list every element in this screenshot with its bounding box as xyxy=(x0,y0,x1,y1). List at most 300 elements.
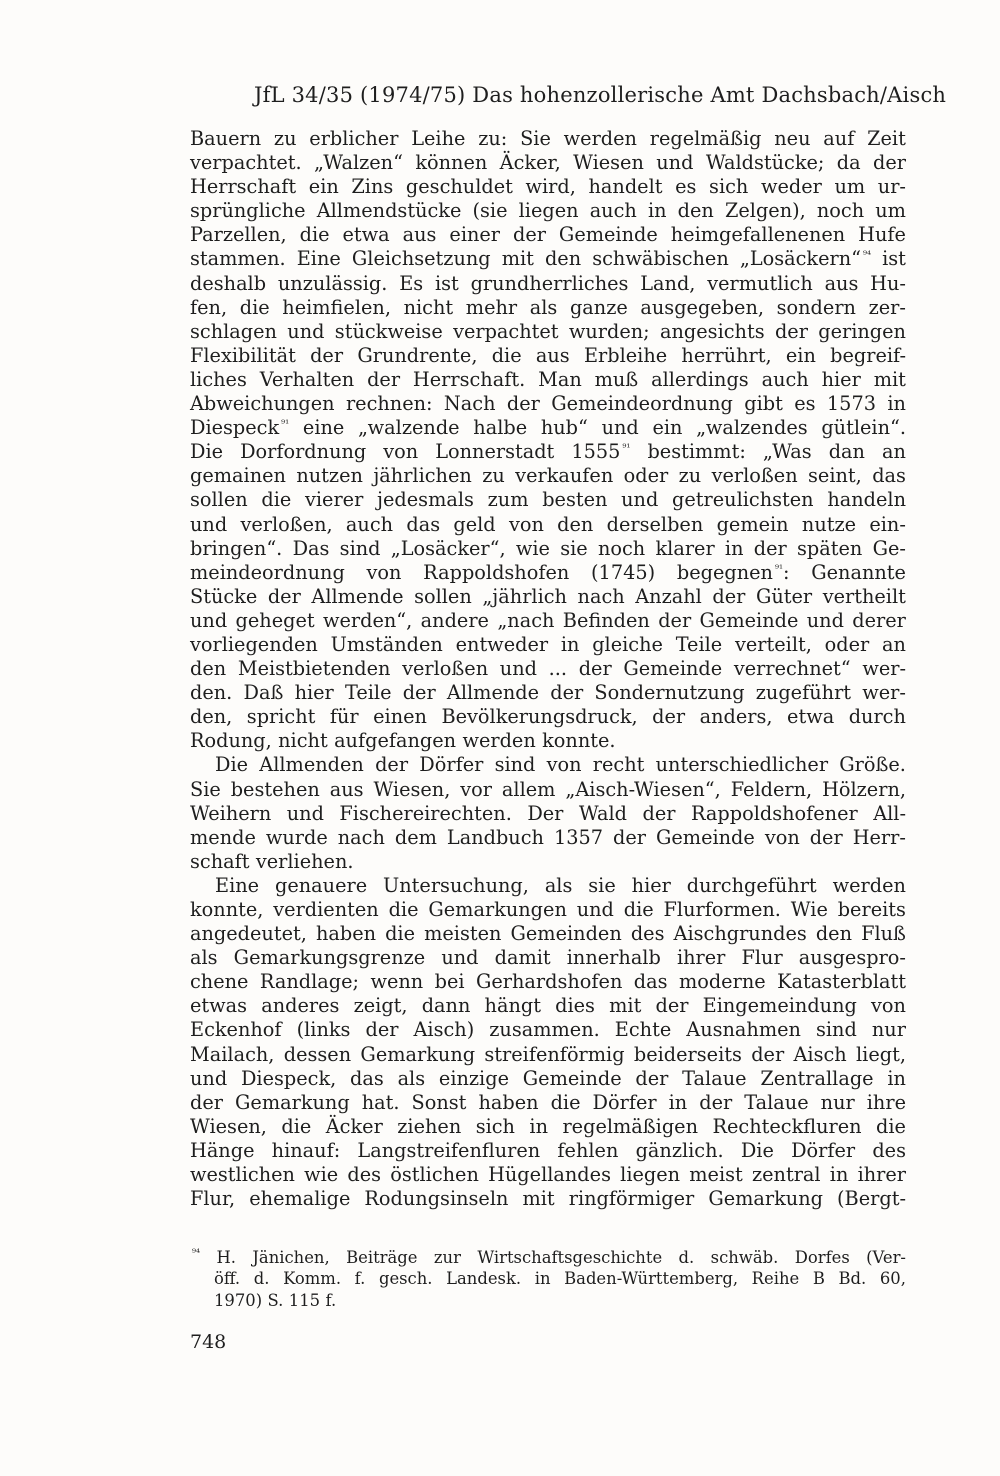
word: von xyxy=(366,560,402,584)
word: liegen xyxy=(518,199,579,223)
word: „Losäcker“, xyxy=(390,536,506,560)
word: wenn xyxy=(370,970,424,994)
word: allerdings xyxy=(651,367,749,391)
word: Sonst xyxy=(411,1090,467,1114)
word: f. xyxy=(325,1290,337,1310)
word: auf xyxy=(823,127,855,150)
word: verdienten xyxy=(273,898,379,921)
word: chene xyxy=(190,970,249,994)
word: ehemalige xyxy=(249,1187,351,1211)
word: deshalb xyxy=(190,271,267,295)
text-line xyxy=(190,1067,906,1091)
word: Hänge xyxy=(190,1138,255,1162)
word: (Bergt- xyxy=(837,1187,906,1211)
word: zugeführt xyxy=(755,681,852,705)
word: mit xyxy=(522,1187,555,1211)
word: wurden; xyxy=(568,319,650,343)
word: aus xyxy=(329,777,364,801)
word: geringen xyxy=(818,319,906,343)
word: das xyxy=(872,464,906,488)
word: Gemarkung xyxy=(360,1042,476,1066)
word: grundherrliches xyxy=(470,271,629,295)
word: Befinden xyxy=(562,608,650,632)
page-number: 748 xyxy=(190,1331,227,1353)
word: mende xyxy=(190,825,256,849)
word: Parzellen, xyxy=(190,223,287,247)
text-line xyxy=(190,778,906,802)
word: Lonnerstadt xyxy=(435,440,555,464)
word: Dörfer xyxy=(419,753,484,777)
word: gemainen xyxy=(190,464,286,488)
word: Herr- xyxy=(852,825,906,849)
word: gibt xyxy=(744,392,783,416)
word: Aisch) xyxy=(413,1018,475,1042)
word: H. xyxy=(216,1248,236,1267)
text-line xyxy=(190,1268,906,1289)
word: die xyxy=(239,295,270,319)
word: der xyxy=(712,584,746,608)
word: handelt xyxy=(588,175,663,199)
word: hub“ xyxy=(540,416,588,440)
text-line xyxy=(190,753,906,777)
word: Bd. xyxy=(838,1269,867,1289)
footnote-marker: ⁹⁴ xyxy=(192,1248,201,1259)
word: ein xyxy=(785,343,816,367)
word: Zins xyxy=(351,175,394,199)
word: neu xyxy=(774,127,811,150)
word: Eine xyxy=(215,873,260,897)
word: einen xyxy=(373,705,427,729)
word: Gemarkung xyxy=(708,1187,823,1211)
word: verliehen. xyxy=(255,849,354,873)
word: etwas xyxy=(190,994,248,1018)
word: ihre xyxy=(866,1090,906,1114)
word: einzige xyxy=(438,1066,509,1090)
word: Erbleihe xyxy=(583,343,668,367)
word: Dorfordnung xyxy=(240,440,367,464)
word: „Was xyxy=(762,440,812,464)
word: von xyxy=(546,753,582,777)
word: angesichts xyxy=(660,319,765,343)
word: Teile xyxy=(675,632,723,656)
word: getreulichsten xyxy=(672,488,814,512)
word: dessen xyxy=(283,1042,352,1066)
word: gütlein“. xyxy=(821,416,906,440)
word: sich xyxy=(475,1114,515,1138)
word: der xyxy=(190,1090,223,1114)
word: dies xyxy=(555,994,595,1018)
word: Hufe xyxy=(858,223,906,247)
word: andere xyxy=(420,608,489,632)
word: fen, xyxy=(190,295,228,319)
word: Aischgrundes xyxy=(673,922,807,946)
text-line xyxy=(190,464,906,488)
word: stückweise xyxy=(334,319,443,343)
word: damit xyxy=(494,946,551,970)
word: zu xyxy=(482,464,505,488)
word: moderne xyxy=(678,970,766,994)
word: Herrschaft. xyxy=(412,367,526,391)
word: an xyxy=(881,440,906,464)
word: den xyxy=(557,512,594,536)
word: in xyxy=(724,536,744,560)
word: ein xyxy=(308,175,339,199)
word: es xyxy=(675,175,697,199)
word: das xyxy=(406,512,441,536)
word: Rechteckfluren xyxy=(712,1114,862,1138)
word: dem xyxy=(394,825,437,849)
text-line xyxy=(190,705,906,729)
word: gänzlich. xyxy=(635,1138,724,1162)
word: späten xyxy=(797,536,863,560)
word: ist xyxy=(882,247,906,271)
text-line xyxy=(190,392,906,416)
word: Diespeck $^{^{91}}$ xyxy=(190,416,290,440)
word: „walzendes xyxy=(696,416,808,440)
text-line xyxy=(190,247,906,271)
word: besten xyxy=(542,488,608,512)
word: Umständen xyxy=(330,632,443,656)
word: und xyxy=(190,608,228,632)
word: Fluß xyxy=(861,922,906,946)
word: streifenförmig xyxy=(484,1042,625,1066)
word: handeln xyxy=(827,488,906,512)
word: 1357 xyxy=(553,825,604,849)
word: Gleichsetzung xyxy=(351,247,491,271)
word: unzulässig. xyxy=(277,271,388,295)
word: ur- xyxy=(877,175,906,199)
word: schwäb. xyxy=(710,1248,779,1267)
word: für xyxy=(329,705,359,729)
word: Größe. xyxy=(839,753,906,777)
word: Äcker xyxy=(325,1114,383,1138)
word: in xyxy=(529,1114,549,1138)
word: oder xyxy=(824,632,870,656)
word: Abweichungen xyxy=(190,392,335,416)
text-line xyxy=(190,199,906,223)
word: ringförmiger xyxy=(568,1187,695,1211)
word: und xyxy=(287,319,325,343)
word: begegnen $^{^{91}}$: xyxy=(676,560,790,584)
word: der xyxy=(267,584,301,608)
word: verpachtet xyxy=(453,319,559,343)
text-line xyxy=(190,1018,906,1042)
word xyxy=(190,1247,200,1268)
text-line xyxy=(190,874,906,898)
word: Genannte xyxy=(811,560,906,584)
word: der xyxy=(365,1018,399,1042)
text-line xyxy=(190,729,906,753)
word: einer xyxy=(449,223,501,247)
word: zeigt, xyxy=(353,994,408,1018)
word: zu: xyxy=(478,127,508,150)
text-line xyxy=(190,344,906,368)
word: nicht xyxy=(278,729,328,753)
word: Randlage; xyxy=(259,970,360,994)
word: Flur, xyxy=(190,1187,236,1211)
word: werden“, xyxy=(323,608,413,632)
word: Wiesen, xyxy=(373,777,451,801)
word: liches xyxy=(190,367,247,391)
word: der xyxy=(652,705,686,729)
word: Nach xyxy=(443,392,496,416)
text-line xyxy=(190,1043,906,1067)
word: Gemeinde xyxy=(623,657,723,681)
word: den xyxy=(815,922,853,946)
word: Güter xyxy=(755,584,813,608)
word: Gemeinden xyxy=(510,922,622,946)
word: Wiesen xyxy=(573,151,644,175)
text-line xyxy=(190,922,906,946)
word: anderes xyxy=(261,994,340,1018)
word: sind xyxy=(494,753,536,777)
word: durchgeführt xyxy=(686,873,817,897)
text-line xyxy=(190,296,906,320)
word: die xyxy=(299,223,330,247)
word: der xyxy=(375,753,409,777)
word: westlichen xyxy=(190,1163,295,1187)
word: mit xyxy=(609,994,642,1018)
word: etwa xyxy=(787,705,835,729)
word: der xyxy=(753,536,787,560)
word: Zeit xyxy=(867,127,906,150)
word: Rappoldshofen xyxy=(423,560,570,584)
text-line xyxy=(190,681,906,705)
word: des xyxy=(630,922,665,946)
word: Flurformen. xyxy=(663,898,781,921)
word: sich xyxy=(709,175,749,199)
word: hier xyxy=(631,873,671,897)
word: in xyxy=(534,1269,551,1289)
word: die xyxy=(385,922,416,946)
word: nutzen xyxy=(296,464,363,488)
word: heimgefallenenen xyxy=(670,223,846,247)
word: der xyxy=(809,825,843,849)
word: durch xyxy=(848,705,906,729)
word: der xyxy=(635,1066,669,1090)
word: Rodung, xyxy=(190,729,272,753)
word: haben xyxy=(478,1090,539,1114)
text-line xyxy=(190,1247,906,1268)
word: 1555 $^{^{91}}$ xyxy=(571,440,631,464)
word: Die xyxy=(215,753,249,777)
text-line xyxy=(190,657,906,681)
word: schlagen xyxy=(190,319,277,343)
word: bei xyxy=(434,970,465,994)
word: der xyxy=(658,608,692,632)
word: den, xyxy=(190,705,233,729)
word: von xyxy=(764,825,800,849)
word: und xyxy=(621,488,659,512)
footnote-reference: ⁹¹ xyxy=(622,443,631,455)
word: nicht xyxy=(403,295,454,319)
word: der xyxy=(873,151,906,175)
text-line xyxy=(190,151,906,175)
word: die xyxy=(491,343,522,367)
word: Eingemeindung xyxy=(702,994,857,1018)
word: gesch. xyxy=(378,1269,433,1289)
word: und xyxy=(190,1066,228,1090)
word: etwa xyxy=(342,223,390,247)
word: Leihe xyxy=(411,127,466,150)
word: das xyxy=(350,1066,384,1090)
word: werden xyxy=(462,729,536,753)
word: Meistbietenden xyxy=(237,657,391,681)
word: Katasterblatt xyxy=(777,970,906,994)
text-line xyxy=(190,850,906,874)
word: beiderseits xyxy=(633,1042,742,1066)
word: wie xyxy=(515,536,550,560)
word: Ge- xyxy=(872,536,906,560)
word: haben xyxy=(315,922,377,946)
word: verloßen xyxy=(402,657,489,681)
word: Eine xyxy=(296,247,341,271)
text-line xyxy=(190,1187,906,1211)
word: und xyxy=(286,801,324,825)
word: regelmäßig xyxy=(649,127,762,150)
word: Das xyxy=(292,536,330,560)
word: Gemeindeordnung xyxy=(551,392,733,416)
word: verkaufen xyxy=(515,464,614,488)
text-line xyxy=(190,537,906,561)
text-line xyxy=(190,175,906,199)
word: vorliegenden xyxy=(190,632,318,656)
word: nach xyxy=(337,825,385,849)
word: den xyxy=(190,657,227,681)
word: spricht xyxy=(246,705,316,729)
word: Landbuch xyxy=(446,825,544,849)
word: noch xyxy=(597,536,646,560)
word: Die xyxy=(190,440,224,464)
word: f. xyxy=(354,1269,366,1289)
paragraph xyxy=(190,874,906,1211)
word: ausgespro- xyxy=(798,946,906,970)
text-line xyxy=(190,585,906,609)
word: vierer xyxy=(305,488,364,512)
word: vermutlich xyxy=(707,271,813,295)
word: der xyxy=(655,994,689,1018)
word: bestimmt: xyxy=(647,440,746,464)
word: nach xyxy=(577,584,625,608)
word: weder xyxy=(760,175,822,199)
word: die xyxy=(876,1114,906,1138)
word: aufgefangen xyxy=(334,729,457,753)
word: der xyxy=(512,223,546,247)
word: Der xyxy=(527,801,564,825)
text-line xyxy=(190,488,906,512)
word: der xyxy=(578,657,612,681)
word: der xyxy=(367,367,401,391)
word: Sondernutzung xyxy=(594,681,745,705)
word: Bauern xyxy=(190,127,262,150)
word: an xyxy=(882,632,906,656)
word: sie xyxy=(560,536,588,560)
word: herrührt, xyxy=(681,343,772,367)
word: hängt xyxy=(484,994,541,1018)
word: verteilt, xyxy=(734,632,812,656)
word: Wirtschaftsgeschichte xyxy=(477,1248,663,1267)
word: ziehen xyxy=(397,1114,462,1138)
word: geld xyxy=(453,512,496,536)
word: nur xyxy=(820,1090,855,1114)
word: Zentrallage xyxy=(760,1066,874,1090)
word: zu xyxy=(273,127,297,150)
word: und xyxy=(576,898,614,921)
word: können xyxy=(415,151,488,175)
word: Rodungsinseln xyxy=(364,1187,509,1211)
word: (sie xyxy=(472,199,508,223)
word: angedeutet, xyxy=(190,922,307,946)
word: Bevölkerungsdruck, xyxy=(441,705,638,729)
word: Äcker, xyxy=(499,151,561,175)
word: der xyxy=(751,1042,785,1066)
word: des xyxy=(347,1163,382,1187)
word: jedesmals xyxy=(377,488,474,512)
word: noch xyxy=(816,199,865,223)
word: sind xyxy=(816,1018,857,1042)
word: Landesk. xyxy=(446,1269,522,1289)
word: muß xyxy=(594,367,639,391)
body-text xyxy=(190,127,906,1211)
word: der xyxy=(642,801,676,825)
word: sollen xyxy=(190,488,248,512)
word: Gemeinde xyxy=(699,608,799,632)
word: Hügellandes xyxy=(488,1163,611,1187)
word: „Aisch-Wiesen“, xyxy=(565,777,721,801)
word: verpachtet. xyxy=(190,151,302,175)
word: aus xyxy=(824,271,859,295)
word: derer xyxy=(852,608,906,632)
word: konnte, xyxy=(190,898,264,921)
word: sie xyxy=(588,873,616,897)
word: Aisch xyxy=(793,1042,847,1066)
word: aus xyxy=(402,223,437,247)
word: Gemarkung xyxy=(235,1090,350,1114)
text-line xyxy=(190,970,906,994)
word: derselben xyxy=(606,512,704,536)
text-line xyxy=(190,513,906,537)
word: das xyxy=(633,970,668,994)
word: meindeordnung xyxy=(190,560,345,584)
word: des xyxy=(872,1138,906,1162)
word: All- xyxy=(873,801,906,825)
word: Wie xyxy=(790,898,828,921)
text-line xyxy=(190,1163,906,1187)
word: Man xyxy=(538,367,582,391)
text-line xyxy=(190,223,906,247)
word: unterschiedlicher xyxy=(655,753,829,777)
word: der xyxy=(774,319,808,343)
word: Gemeinde xyxy=(655,825,755,849)
word: werden xyxy=(832,873,906,897)
word: Stücke xyxy=(190,584,258,608)
word: mit xyxy=(873,367,906,391)
text-line xyxy=(190,898,906,922)
running-head: JfL 34/35 (1974/75) Das hohenzollerische Amt Dachsbach/Aisch xyxy=(254,83,947,107)
word: Es xyxy=(399,271,424,295)
word: Weihern xyxy=(190,801,272,825)
word: sprüngliche xyxy=(190,199,306,223)
word: vertheilt xyxy=(822,584,906,608)
word: liegen xyxy=(620,1163,681,1187)
word: genauere xyxy=(274,873,368,897)
word: in xyxy=(668,1090,688,1114)
word: Waldstücke; xyxy=(705,151,825,175)
word: und xyxy=(190,512,228,536)
word: Gerhardshofen xyxy=(475,970,623,994)
word: hinauf: xyxy=(271,1138,341,1162)
word: verloßen xyxy=(711,464,798,488)
